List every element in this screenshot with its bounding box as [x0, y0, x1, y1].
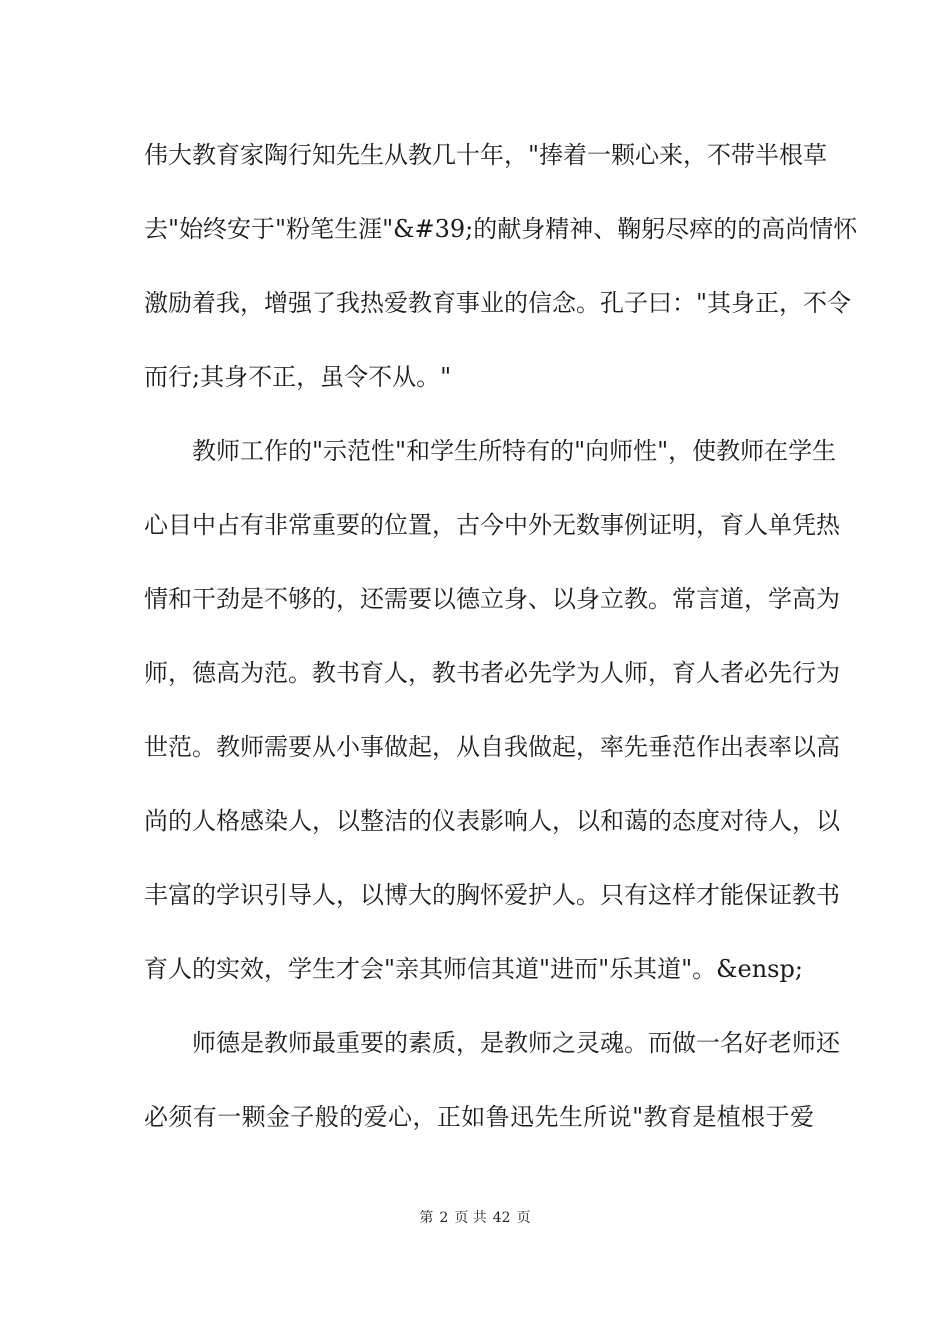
paragraph-2-line-1: 教师工作的"示范性"和学生所特有的"向师性"，使教师在学生: [192, 437, 837, 465]
footer-suffix: 页: [516, 1210, 531, 1226]
footer-prefix: 第: [419, 1210, 434, 1226]
paragraph-2-line-5: 世范。教师需要从小事做起，从自我做起，率先垂范作出表率以高: [144, 733, 840, 761]
paragraph-2-line-2: 心目中占有非常重要的位置，古今中外无数事例证明，育人单凭热: [144, 511, 840, 539]
paragraph-2-line-6: 尚的人格感染人，以整洁的仪表影响人，以和蔼的态度对待人，以: [144, 807, 840, 835]
paragraph-1-line-3: 激励着我，增强了我热爱教育事业的信念。孔子曰："其身正，不令: [144, 289, 852, 317]
page-footer: [0, 1209, 950, 1227]
paragraph-3-line-1: 师德是教师最重要的素质，是教师之灵魂。而做一名好老师还: [192, 1029, 840, 1057]
paragraph-1-line-2: 去"始终安于"粉笔生涯"&#39;的献身精神、鞠躬尽瘁的的高尚情怀: [144, 215, 858, 243]
paragraph-2-line-4: 师，德高为范。教书育人，教书者必先学为人师，育人者必先行为: [144, 659, 840, 687]
paragraph-2-line-3: 情和干劲是不够的，还需要以德立身、以身立教。常言道，学高为: [144, 585, 840, 613]
footer-middle: 页 共: [454, 1210, 487, 1226]
paragraph-3-line-2: 必须有一颗金子般的爱心，正如鲁迅先生所说"教育是植根于爱: [144, 1103, 814, 1131]
paragraph-2-line-7: 丰富的学识引导人，以博大的胸怀爱护人。只有这样才能保证教书: [144, 881, 840, 909]
footer-current-page: 2: [439, 1210, 449, 1226]
paragraph-1-line-1: 伟大教育家陶行知先生从教几十年，"捧着一颗心来，不带半根草: [144, 141, 828, 169]
footer-total-pages: 42: [492, 1210, 511, 1226]
paragraph-1-line-4: 而行;其身不正，虽令不从。": [144, 363, 452, 391]
paragraph-2-line-8: 育人的实效，学生才会"亲其师信其道"进而"乐其道"。&ensp;: [144, 955, 803, 983]
